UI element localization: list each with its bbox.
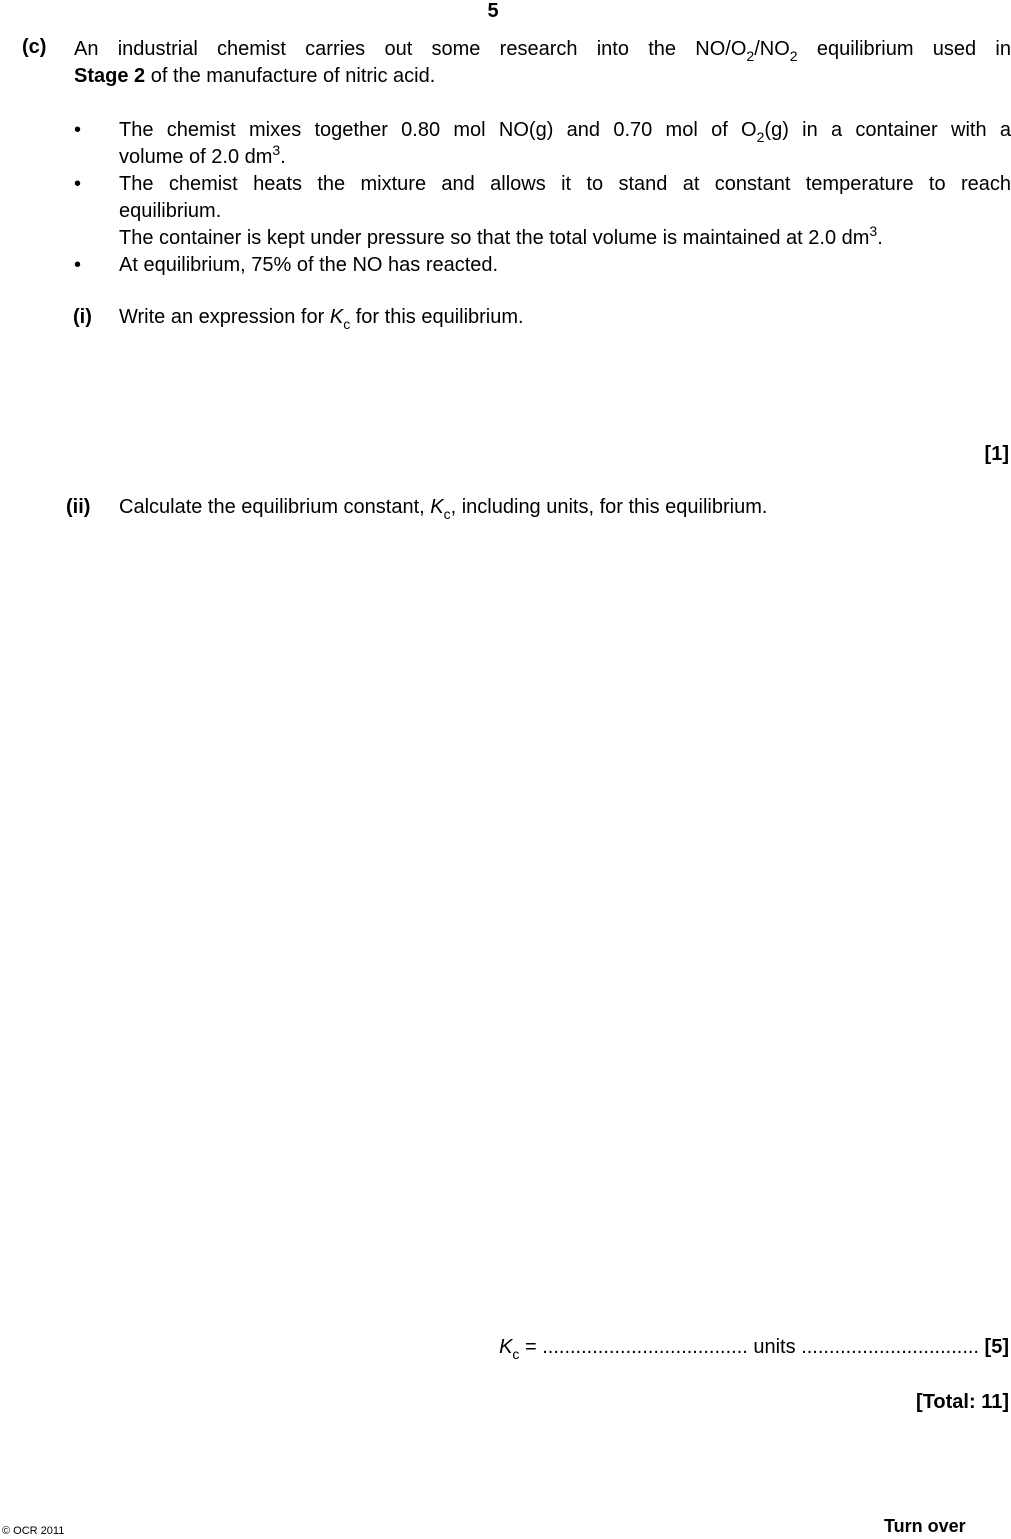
intro-text: An industrial chemist carries out some research into the NO/O xyxy=(74,38,747,60)
question-ii-text xyxy=(119,496,768,522)
bullet-list xyxy=(74,117,1011,279)
turn-over: Turn over xyxy=(884,1516,966,1536)
question-ii-label: (ii) xyxy=(66,496,91,518)
bullet-1-line-1 xyxy=(119,117,1011,144)
bullet-text: . xyxy=(877,227,883,249)
subscript: 2 xyxy=(756,129,765,145)
subscript: c xyxy=(343,316,351,332)
question-i-label: (i) xyxy=(73,306,92,328)
subscript: c xyxy=(443,506,451,522)
intro-line-2 xyxy=(74,65,435,87)
total-marks: [Total: 11] xyxy=(916,1391,1009,1413)
intro-text: of the manufacture of nitric acid. xyxy=(145,65,436,87)
question-ii-marks: [5] xyxy=(984,1336,1009,1358)
stage-2-bold: Stage 2 xyxy=(74,65,146,87)
bullet-item-1 xyxy=(74,117,1011,171)
copyright: © OCR 2011 xyxy=(2,1525,65,1537)
intro-line-1 xyxy=(74,36,1011,63)
question-text: Write an expression for xyxy=(119,306,330,328)
bullet-3-text: At equilibrium, 75% of the NO has reacted. xyxy=(119,254,499,276)
answer-dots: = ..................................... units ................................ xyxy=(519,1336,985,1358)
question-i-marks: [1] xyxy=(984,443,1009,465)
question-text: for this equilibrium. xyxy=(350,306,524,328)
bullet-item-3 xyxy=(74,252,1011,279)
bullet-text: volume of 2.0 dm xyxy=(119,146,273,168)
answer-line xyxy=(499,1336,1009,1362)
bullet-2-line-3 xyxy=(119,225,1011,252)
bullet-2-line-2: equilibrium. xyxy=(119,200,222,222)
kc-symbol: K xyxy=(430,496,444,518)
intro-text: /NO xyxy=(754,38,790,60)
bullet-1-line-2 xyxy=(119,142,286,168)
subscript: 2 xyxy=(789,48,798,64)
question-text: , including units, for this equilibrium. xyxy=(450,496,768,518)
bullet-2-line-1: The chemist heats the mixture and allows it to stand at constant temperature to reach xyxy=(119,173,1011,195)
bullet-symbol: • xyxy=(74,119,82,141)
bullet-text: The container is kept under pressure so that the total volume is maintained at 2.0 dm xyxy=(119,227,870,249)
bullet-text: . xyxy=(280,146,286,168)
kc-symbol: K xyxy=(499,1336,513,1358)
bullet-symbol: • xyxy=(74,254,82,276)
kc-symbol: K xyxy=(329,306,344,328)
intro-text: equilibrium used in xyxy=(797,38,1011,60)
subscript: c xyxy=(512,1346,520,1362)
question-text: Calculate the equilibrium constant, xyxy=(119,496,431,518)
bullet-symbol: • xyxy=(74,173,82,195)
part-c-intro xyxy=(74,36,1011,90)
question-i-text xyxy=(119,306,524,332)
bullet-text: (g) in a container with a xyxy=(764,119,1011,141)
part-c-label: (c) xyxy=(22,36,47,58)
bullet-text: The chemist mixes together 0.80 mol NO(g) and 0.70 mol of O xyxy=(119,119,757,141)
superscript: 3 xyxy=(869,223,878,239)
bullet-item-2 xyxy=(74,171,1011,252)
page-number: 5 xyxy=(487,0,499,22)
superscript: 3 xyxy=(272,142,281,158)
subscript: 2 xyxy=(746,48,755,64)
